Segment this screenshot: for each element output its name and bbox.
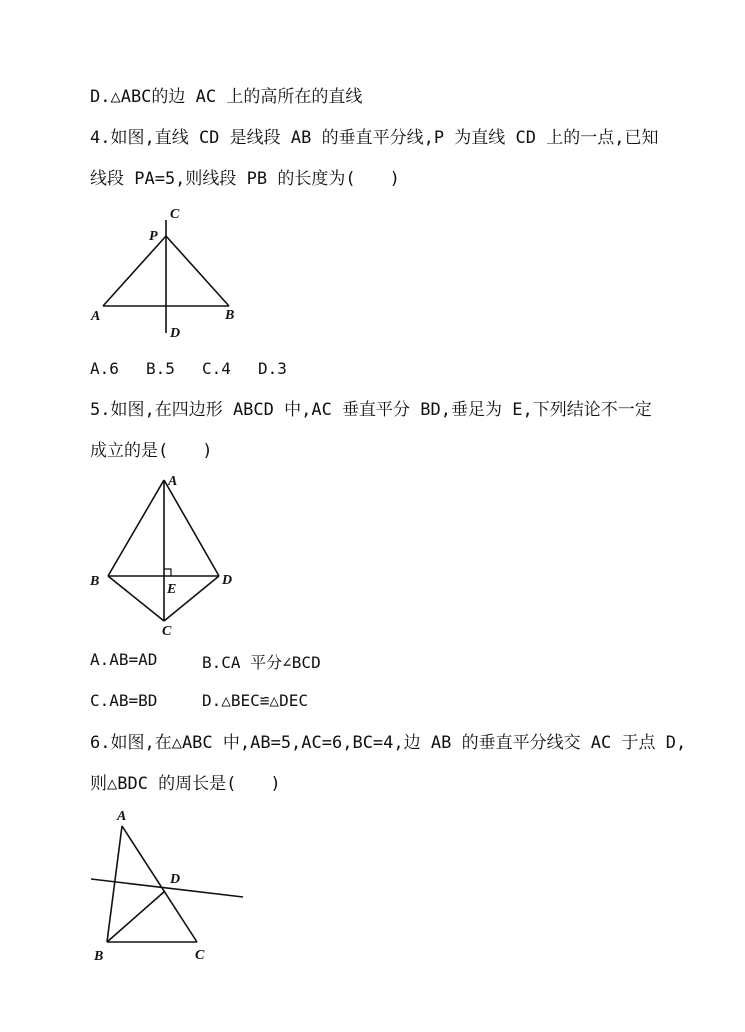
fig5-segment-ab <box>108 480 164 576</box>
q5-text-line2: 成立的是( ) <box>90 441 213 461</box>
q3-option-d: D.△ABC的边 AC 上的高所在的直线 <box>90 87 363 107</box>
q4-option-c[interactable]: C.4 <box>202 359 231 378</box>
fig5-label-d: D <box>222 573 233 588</box>
fig5-label-b: B <box>90 574 100 589</box>
q5-option-a[interactable]: A.AB=AD <box>90 650 158 669</box>
fig4-label-a: A <box>91 309 101 324</box>
fig5-label-a: A <box>168 474 178 489</box>
q5-option-b[interactable]: B.CA 平分∠BCD <box>202 653 321 672</box>
fig5-label-e: E <box>167 582 177 597</box>
fig6-segment-bd <box>107 891 165 942</box>
fig6-segment-ab <box>107 826 122 942</box>
fig6-label-c: C <box>195 948 205 963</box>
fig5-segment-bc <box>108 576 164 621</box>
q6-figure <box>85 800 255 970</box>
q4-option-a[interactable]: A.6 <box>90 359 119 378</box>
q6-text-line2: 则△BDC 的周长是( ) <box>90 774 281 794</box>
fig5-right-angle-mark <box>164 569 171 576</box>
q6-text-line1: 6.如图,在△ABC 中,AB=5,AC=6,BC=4,边 AB 的垂直平分线交 AC 于点 D, <box>90 733 687 753</box>
q4-text-line2: 线段 PA=5,则线段 PB 的长度为( ) <box>90 169 400 189</box>
q5-figure <box>85 468 245 643</box>
fig6-label-d: D <box>170 872 181 887</box>
q4-text-line1: 4.如图,直线 CD 是线段 AB 的垂直平分线,P 为直线 CD 上的一点,已知 <box>90 128 659 148</box>
fig4-label-b: B <box>225 308 235 323</box>
fig4-label-p: P <box>149 229 158 244</box>
q5-option-c[interactable]: C.AB=BD <box>90 691 158 710</box>
q4-option-d[interactable]: D.3 <box>258 359 287 378</box>
fig4-segment-pa <box>103 236 166 306</box>
q4-option-b[interactable]: B.5 <box>146 359 175 378</box>
fig5-label-c: C <box>162 624 172 639</box>
fig4-label-d: D <box>170 326 181 341</box>
fig4-segment-pb <box>166 236 229 306</box>
q4-figure <box>85 200 255 345</box>
fig6-label-a: A <box>117 809 127 824</box>
fig6-label-b: B <box>94 949 104 964</box>
q5-text-line1: 5.如图,在四边形 ABCD 中,AC 垂直平分 BD,垂足为 E,下列结论不一定 <box>90 400 652 420</box>
fig4-label-c: C <box>170 207 180 222</box>
fig5-segment-ad <box>164 480 219 576</box>
q5-option-d[interactable]: D.△BEC≌△DEC <box>202 691 308 710</box>
